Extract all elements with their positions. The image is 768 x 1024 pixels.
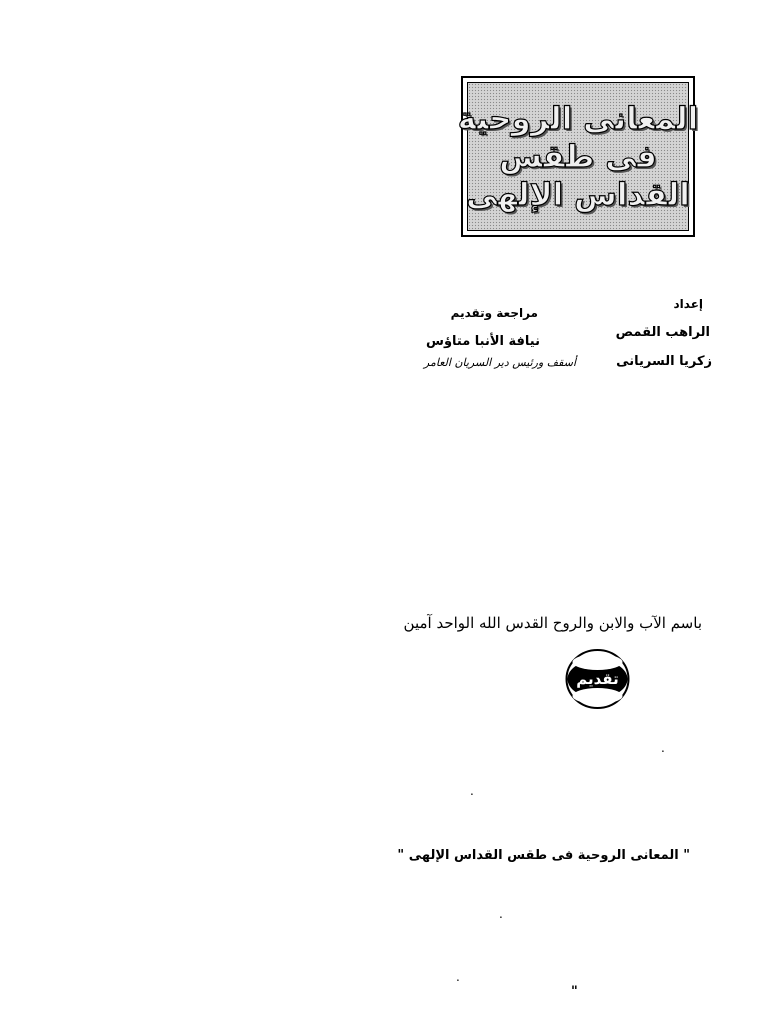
body-dot-3: . — [499, 907, 503, 921]
quoted-book-title: " المعانى الروحية فى طقس القداس الإلهى " — [397, 848, 690, 863]
body-dot-2: . — [470, 784, 474, 798]
book-title-line-2: فى طقس — [499, 138, 657, 175]
book-title-line-1: المعانى الروحية — [457, 100, 699, 137]
reviewer-title: أسقف ورئيس دير السريان العامر — [423, 356, 576, 369]
body-dot-4: . — [456, 970, 460, 984]
book-title-panel — [457, 82, 699, 231]
body-dot-1: . — [661, 741, 665, 755]
basmala-line: باسم الآب والابن والروح القدس الله الواحد آمين — [403, 614, 702, 632]
author-name: زكريا السريانى — [616, 354, 712, 369]
book-title-box — [457, 76, 699, 237]
reviewed-by-label: مراجعة وتقديم — [450, 306, 538, 320]
book-title-line-3: القداس الإلهى — [466, 176, 690, 213]
reviewer-name: نيافة الأنبا متاؤس — [426, 334, 540, 349]
introduction-badge — [565, 648, 630, 710]
author-title: الراهب القمص — [615, 325, 710, 340]
closing-quote-mark: " — [571, 984, 578, 999]
prepared-by-label: إعداد — [673, 297, 703, 311]
introduction-badge-label: تقديم — [576, 670, 619, 688]
